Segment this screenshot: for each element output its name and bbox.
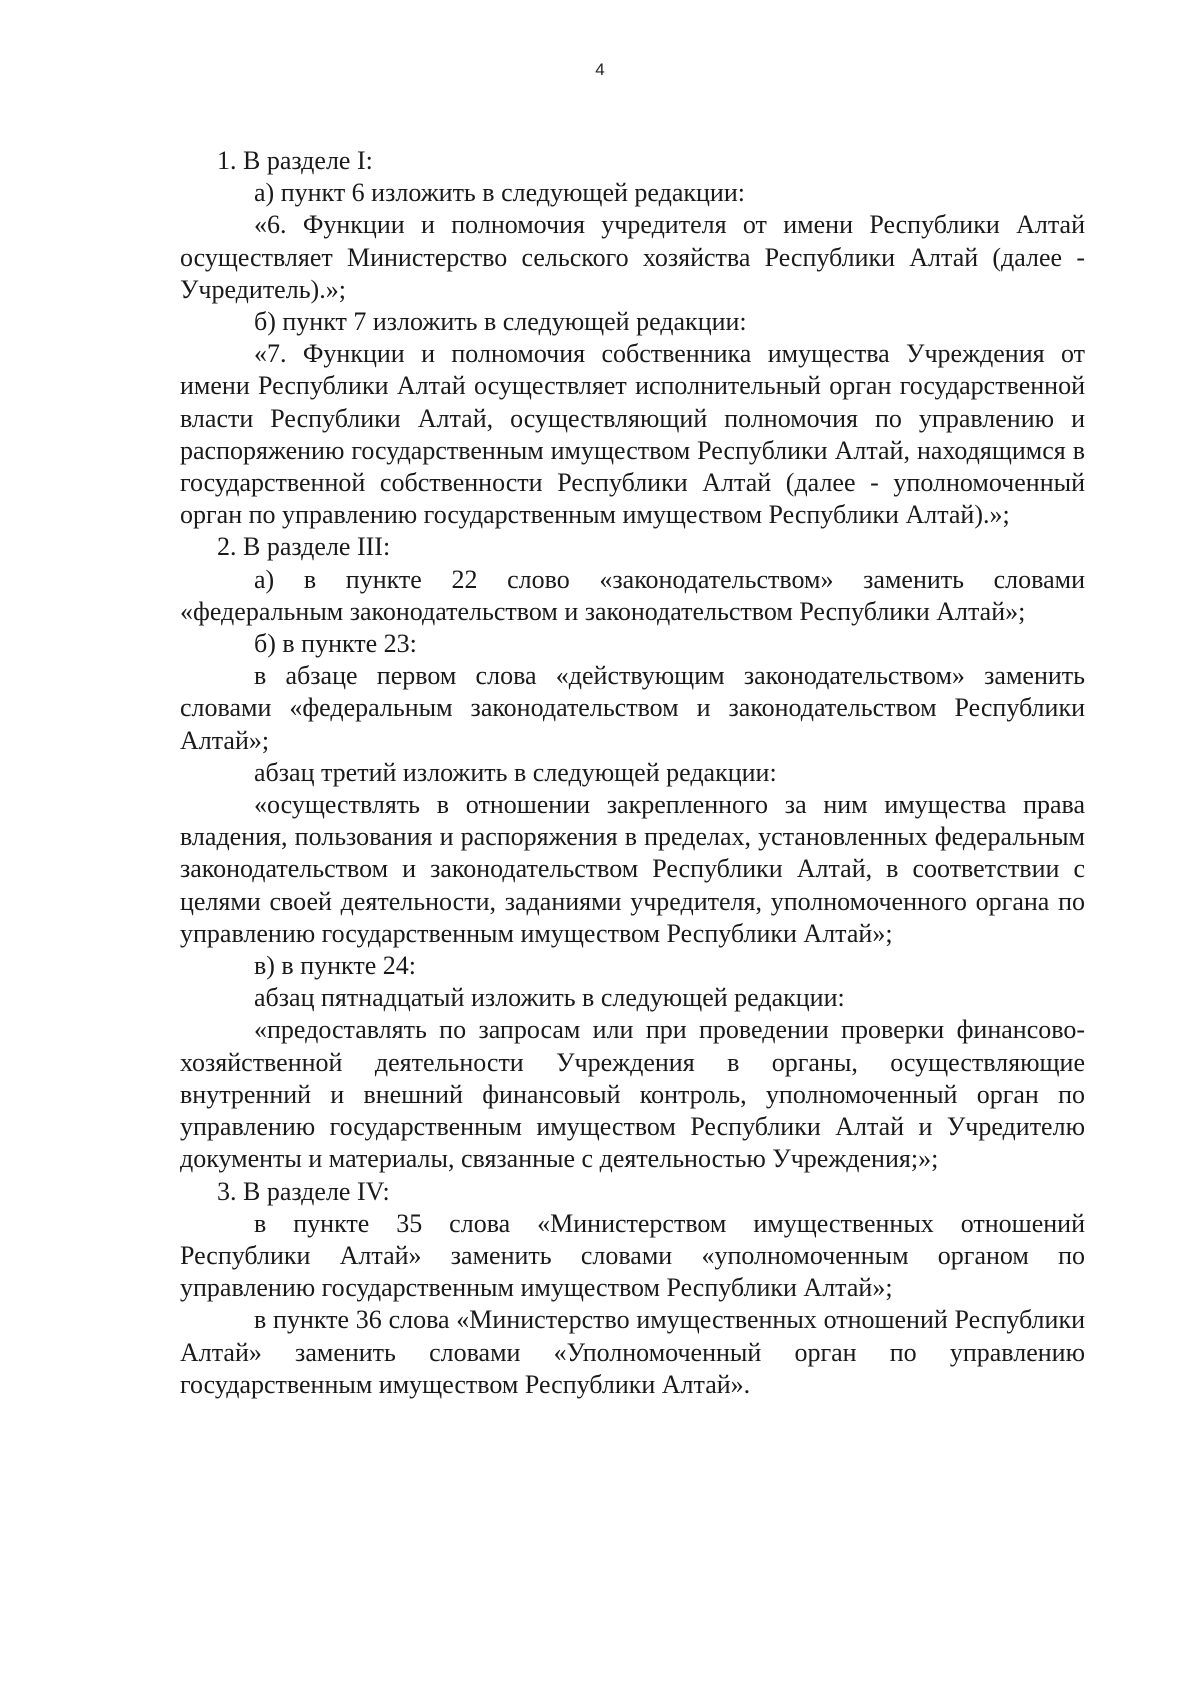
paragraph: абзац пятнадцатый изложить в следующей редакции: <box>254 983 845 1013</box>
paragraph: «осуществлять в отношении закрепленного за ним имущества права владения, пользования и распоряжения в пределах, установленных федеральным законодательством и законодательством Республики Алтай, в соответствии с целями своей деятельности, заданиями учредителя, уполномоченного органа по управлению государственным имуществом Республики Алтай»; <box>180 790 1085 948</box>
paragraph: в) в пункте 24: <box>254 951 416 981</box>
section-1-heading: 1. В разделе I: <box>217 146 373 175</box>
paragraph: в пункте 36 слова «Министерство имущественных отношений Республики Алтай» заменить словами «Уполномоченный орган по управлению государственным имуществом Республики Алтай». <box>180 1305 1085 1399</box>
section-2-heading: 2. В разделе III: <box>217 532 391 562</box>
paragraph: а) в пункте 22 слово «законодательством» заменить словами «федеральным законодательством и законодательством Республики Алтай»; <box>180 564 1085 626</box>
paragraph: б) пункт 7 изложить в следующей редакции: <box>254 307 747 337</box>
paragraph: абзац третий изложить в следующей редакции: <box>254 757 777 787</box>
paragraph: б) в пункте 23: <box>254 629 417 659</box>
paragraph: а) пункт 6 изложить в следующей редакции: <box>254 178 745 208</box>
paragraph: «предоставлять по запросам или при проведении проверки финансово-хозяйственной деятельности Учреждения в органы, осуществляющие внутренний и внешний финансовый контроль, уполномоченный орган по управлению государственным имуществом Республики Алтай и Учредителю документы и материалы, связанные с деятельностью Учреждения;»; <box>180 1015 1085 1174</box>
paragraph: «6. Функции и полномочия учредителя от имени Республики Алтай осуществляет Министерство сельского хозяйства Республики Алтай (далее - Учредитель).»; <box>180 210 1085 304</box>
document-body <box>180 145 1085 1401</box>
paragraph: в пункте 35 слова «Министерством имущественных отношений Республики Алтай» заменить словами «уполномоченным органом по управлению государственным имуществом Республики Алтай»; <box>180 1208 1085 1303</box>
paragraph: в абзаце первом слова «действующим законодательством» заменить словами «федеральным законодательством и законодательством Республики Алтай»; <box>180 661 1085 755</box>
paragraph: «7. Функции и полномочия собственника имущества Учреждения от имени Республики Алтай осуществляет исполнительный орган государственной власти Республики Алтай, осуществляющий полномочия по управлению и распоряжению государственным имуществом Республики Алтай, находящимся в государственной собственности Республики Алтай (далее - уполномоченный орган по управлению государственным имуществом Республики Алтай).»; <box>180 339 1085 530</box>
section-3-heading: 3. В разделе IV: <box>217 1176 390 1206</box>
page-number: 4 <box>595 60 605 79</box>
